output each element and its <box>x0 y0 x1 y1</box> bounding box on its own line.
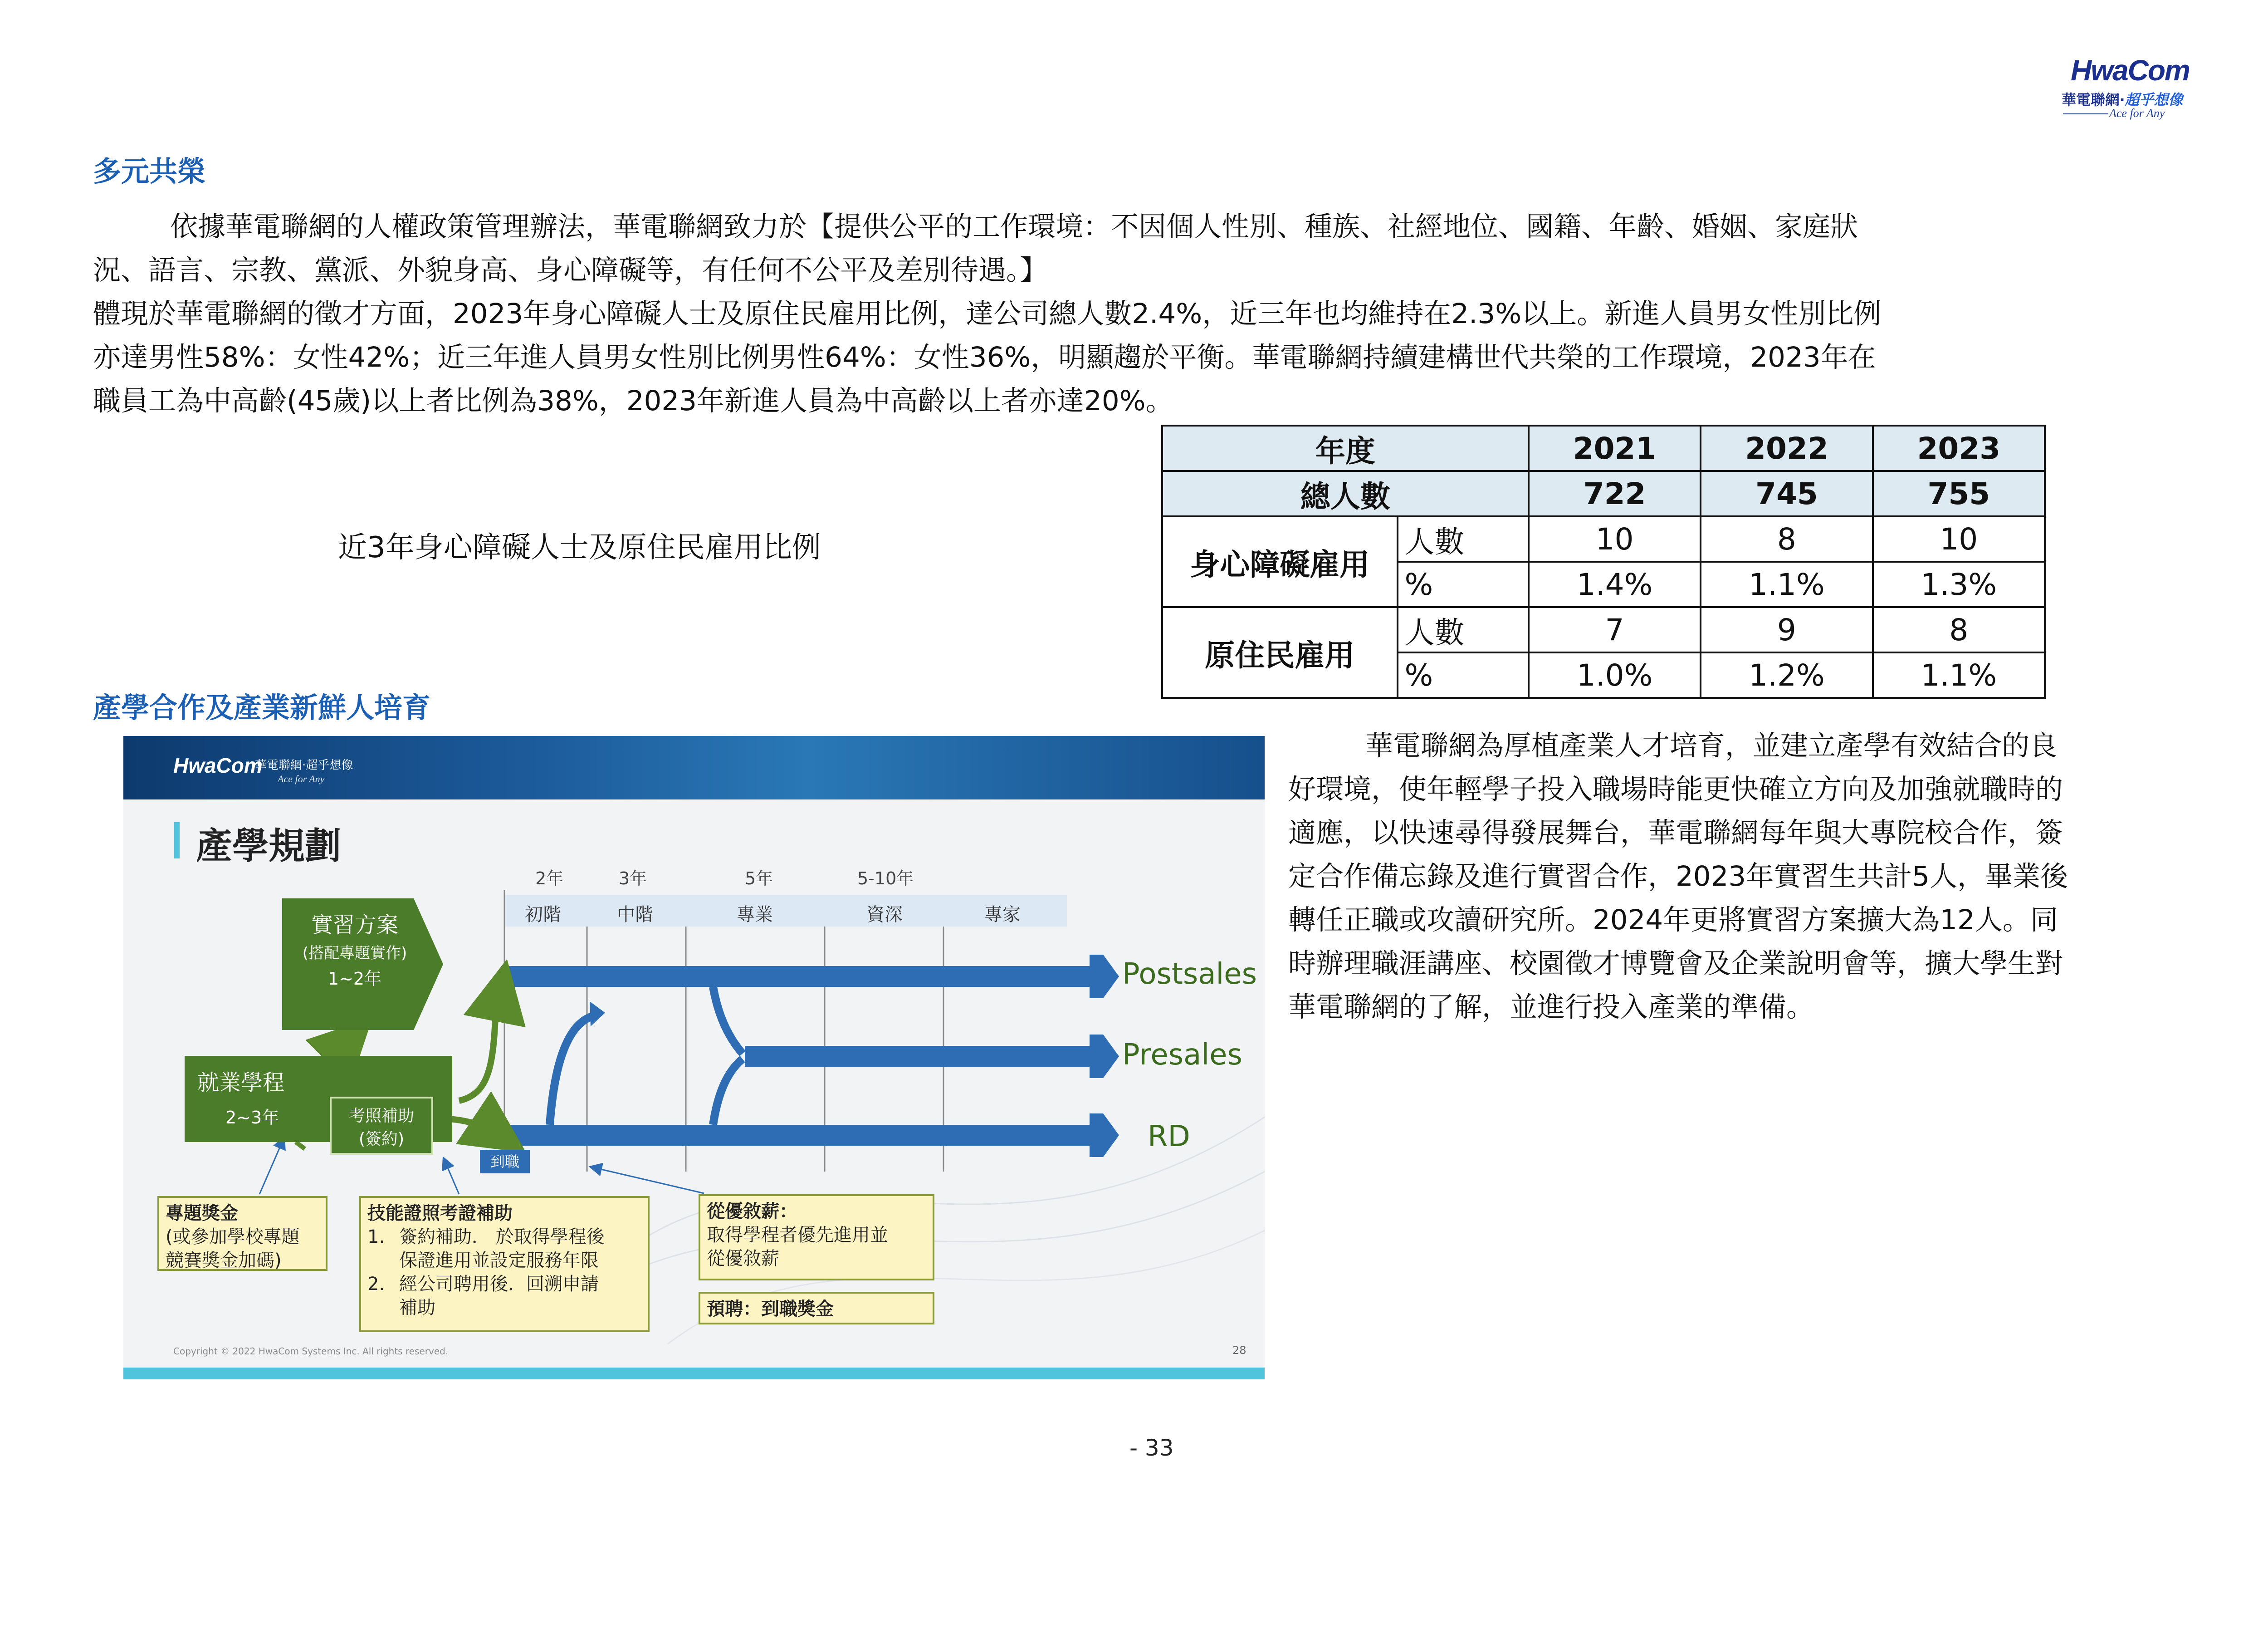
table-cell: 10 <box>1529 516 1701 562</box>
prehire-text: 預聘：到職獎金 <box>707 1299 834 1319</box>
cert-line: 考照補助 <box>348 1107 414 1125</box>
logo-tagline: Ace for Any <box>2109 107 2165 120</box>
skill-item-text <box>399 1225 605 1272</box>
total-cell: 745 <box>1701 471 1872 516</box>
program-to-internship-arrow <box>332 1040 350 1054</box>
program-title: 就業學程 <box>197 1070 285 1095</box>
skill-pointer <box>445 1162 459 1194</box>
skill-item-num: 2. <box>367 1274 385 1295</box>
skill-item-num: 1. <box>367 1226 385 1247</box>
cert-box <box>330 1097 433 1155</box>
pref-title: 從優敘薪： <box>707 1201 797 1222</box>
paragraph-line: 轉任正職或攻讀研究所。2024年更將實習方案擴大為12人。同 <box>1288 904 2058 936</box>
section-heading-diversity: 多元共榮 <box>93 155 206 188</box>
internship-box <box>282 907 427 990</box>
year-label: 5年 <box>745 868 773 888</box>
paragraph-line: 況、語言、宗教、黨派、外貌身高、身心障礙等，有任何不公平及差別待遇。】 <box>93 254 1048 286</box>
page-number: - 33 <box>1129 1435 1174 1461</box>
skill-item-line: 簽約補助． 於取得學程後 <box>399 1226 605 1247</box>
slide-bottom-bar <box>123 1368 1265 1379</box>
pref-line: 從優敘薪 <box>707 1248 779 1269</box>
paragraph-line: 體現於華電聯網的徵才方面，2023年身心障礙人士及原住民雇用比例，達公司總人數2.4%，近三年也均維持在2.3%以上。新進人員男女性別比例 <box>93 298 1882 330</box>
rd-to-postsales-curve <box>550 1015 595 1125</box>
table-cell: 1.1% <box>1701 562 1872 607</box>
program-years: 2~3年 <box>225 1108 279 1128</box>
year-label: 2年 <box>535 868 564 888</box>
row-label: % <box>1398 562 1529 607</box>
onboard-tag: 到職 <box>480 1150 530 1173</box>
slide-logo: HwaCom <box>173 754 263 777</box>
paragraph-line: 好環境，使年輕學子投入職場時能更快確立方向及加強就職時的 <box>1288 773 2063 805</box>
postsales-to-presales-curve <box>713 987 743 1054</box>
track-label-postsales: Postsales <box>1122 957 1257 991</box>
topic-line: 競賽獎金加碼) <box>166 1250 282 1271</box>
rd-to-presales-curve <box>713 1059 743 1125</box>
year-cell: 2022 <box>1701 426 1872 471</box>
internship-title: 實習方案 <box>311 912 398 938</box>
skill-item-line: 補助 <box>399 1297 435 1318</box>
topic-title: 專題獎金 <box>166 1203 238 1224</box>
year-header: 年度 <box>1162 426 1529 471</box>
stage-label: 專家 <box>984 904 1021 925</box>
diversity-paragraph <box>93 205 2252 423</box>
track-label-rd: RD <box>1148 1120 1190 1153</box>
paragraph-line: 適應，以快速尋得發展舞台，華電聯網每年與大專院校合作，簽 <box>1288 817 2063 849</box>
company-logo: HwaCom <box>2071 54 2190 87</box>
stage-label: 專業 <box>737 904 773 925</box>
skill-title: 技能證照考證補助 <box>367 1203 513 1224</box>
industry-academia-slide <box>123 736 1265 1379</box>
skill-item-line: 經公司聘用後．回溯申請 <box>399 1274 599 1295</box>
topic-bonus-box <box>157 1196 327 1271</box>
table-cell: 1.4% <box>1529 562 1701 607</box>
stage-label: 中階 <box>617 904 653 925</box>
employment-ratio-table <box>1161 425 2046 699</box>
internship-subtitle: (搭配專題實作) <box>302 944 407 962</box>
table-cell: 8 <box>1701 516 1872 562</box>
logo-divider <box>2063 113 2108 114</box>
pref-line: 取得學程者優先進用並 <box>707 1225 888 1246</box>
paragraph-line: 亦達男性58%：女性42%；近三年進人員男女性別比例男性64%：女性36%，明顯趨於平衡。華電聯網持續建構世代共榮的工作環境，2023年在 <box>93 341 1876 373</box>
group-label-indigenous: 原住民雇用 <box>1162 607 1398 698</box>
internship-years: 1~2年 <box>327 969 382 989</box>
pref-pointer <box>595 1168 704 1193</box>
skill-item-text <box>399 1272 599 1319</box>
slide-page-number: 28 <box>1232 1344 1246 1357</box>
slide-logo-tagline: Ace for Any <box>278 773 325 785</box>
skill-item-line: 保證進用並設定服務年限 <box>399 1250 599 1271</box>
table-cell: 7 <box>1529 607 1701 652</box>
table-cell: 8 <box>1873 607 2045 652</box>
track-label-presales: Presales <box>1122 1038 1242 1072</box>
paragraph-line: 依據華電聯網的人權政策管理辦法，華電聯網致力於【提供公平的工作環境：不因個人性別、種族、社經地位、國籍、年齡、婚姻、家庭狀 <box>170 211 1858 243</box>
table-cell: 10 <box>1873 516 2045 562</box>
table-cell: 1.3% <box>1873 562 2045 607</box>
preferred-salary-box <box>699 1194 934 1280</box>
rd-arrowhead <box>1090 1113 1119 1157</box>
group-label-disability: 身心障礙雇用 <box>1162 516 1398 607</box>
industry-paragraph <box>1288 724 2263 1029</box>
slide-logo-sub: 華電聯網‧超乎想像 <box>255 759 353 772</box>
paragraph-line: 定合作備忘錄及進行實習合作，2023年實習生共計5人，畢業後 <box>1288 860 2068 892</box>
year-label: 3年 <box>619 868 647 888</box>
program-to-postsales-arrow <box>459 990 501 1101</box>
table-cell: 9 <box>1701 607 1872 652</box>
cert-line: (簽約) <box>358 1130 405 1148</box>
paragraph-line: 華電聯網的了解，並進行投入產業的準備。 <box>1288 991 1814 1023</box>
table-caption: 近3年身心障礙人士及原住民雇用比例 <box>338 531 821 564</box>
total-label: 總人數 <box>1162 471 1529 516</box>
skill-item <box>367 1225 641 1272</box>
postsales-arrowhead <box>1090 955 1119 998</box>
year-label: 5-10年 <box>857 868 914 888</box>
prehire-bonus-box <box>699 1292 934 1324</box>
total-cell: 722 <box>1529 471 1701 516</box>
presales-track <box>745 1046 1090 1067</box>
stage-label: 初階 <box>525 904 561 925</box>
skill-cert-box <box>359 1196 650 1332</box>
rd-track <box>504 1125 1090 1146</box>
career-path-diagram <box>123 736 1265 1368</box>
year-cell: 2021 <box>1529 426 1701 471</box>
year-cell: 2023 <box>1873 426 2045 471</box>
logo-sub-left: 華電聯網‧ <box>2062 91 2125 108</box>
presales-arrowhead <box>1090 1035 1119 1078</box>
table-cell: 1.2% <box>1701 652 1872 698</box>
row-label: % <box>1398 652 1529 698</box>
row-label: 人數 <box>1398 607 1529 652</box>
table-cell: 1.1% <box>1873 652 2045 698</box>
slide-title: 產學規劃 <box>196 825 341 867</box>
skill-item <box>367 1272 641 1319</box>
paragraph-line: 職員工為中高齡(45歲)以上者比例為38%，2023年新進人員為中高齡以上者亦達20%。 <box>93 385 1173 417</box>
total-cell: 755 <box>1873 471 2045 516</box>
topic-pointer <box>259 1142 282 1194</box>
paragraph-line: 時辦理職涯講座、校園徵才博覽會及企業說明會等，擴大學生對 <box>1288 947 2063 980</box>
paragraph-line: 華電聯網為厚植產業人才培育，並建立產學有效結合的良 <box>1365 730 2058 762</box>
table-cell: 1.0% <box>1529 652 1701 698</box>
section-heading-industry: 產學合作及產業新鮮人培育 <box>93 691 431 724</box>
row-label: 人數 <box>1398 516 1529 562</box>
topic-line: (或參加學校專題 <box>166 1226 300 1247</box>
stage-label: 資深 <box>866 904 903 925</box>
slide-copyright: Copyright © 2022 HwaCom Systems Inc. All rights reserved. <box>173 1346 449 1357</box>
logo-sub-right: 超乎想像 <box>2125 91 2183 108</box>
postsales-track <box>504 966 1090 987</box>
